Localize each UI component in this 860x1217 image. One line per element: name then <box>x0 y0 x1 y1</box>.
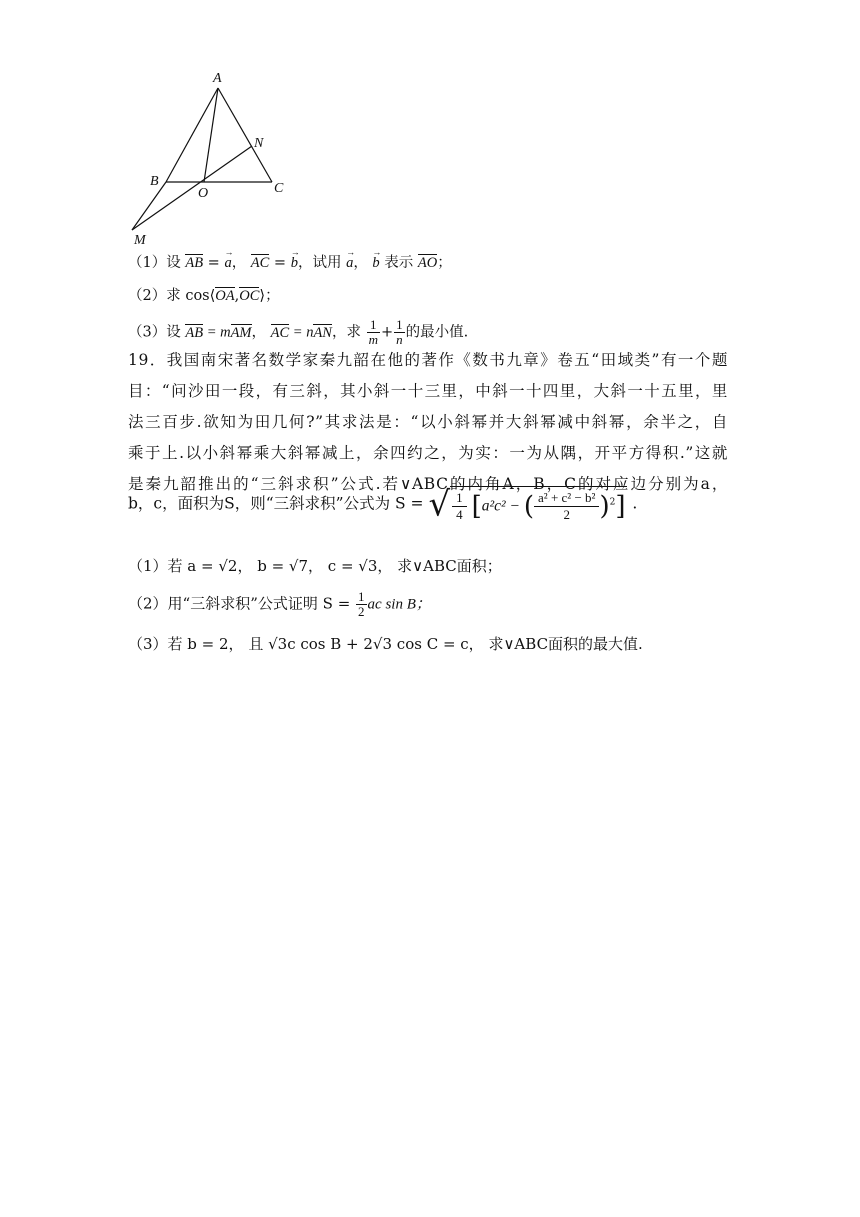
label-A: A <box>213 71 222 86</box>
vec-a: → a <box>224 253 231 273</box>
q19-row3: 法三百步.欲知为田几何?”其求法是：“以小斜幂并大斜幂减中斜幂，余半之，自 <box>128 413 728 431</box>
triangle-figure <box>128 68 288 248</box>
q19-part3: （3）若 b = 2， 且 √3c cos B + 2√3 cos C = c， 求∨ABC面积的最大值. <box>128 635 643 653</box>
fraction-1-over-m: $\frac{1}{m}$ <box>368 317 378 347</box>
fraction-1-over-n: $\frac{1}{n}$ <box>396 317 403 347</box>
q19-stem <box>128 345 728 500</box>
vec-AB: AB <box>185 255 204 271</box>
q19-row2: 目：“问沙田一段，有三斜，其小斜一十三里，中斜一十四里，大斜一十五里，里 <box>128 382 728 400</box>
q19-row4: 乘于上.以小斜幂乘大斜幂减上，余四约之，为实：一为从隅，开平方得积.”这就 <box>128 444 728 462</box>
q18-part1: （1）设 AB = → a， AC = → b，试用 → a， → b 表示 AO； <box>128 253 452 273</box>
segment-AB <box>166 88 218 182</box>
segment-BM <box>132 182 166 230</box>
vec-AC: AC <box>250 255 270 271</box>
q19-part1: （1）若 a = √2， b = √7， c = √3， 求∨ABC面积； <box>128 557 502 575</box>
vec-AM: AM <box>230 324 252 341</box>
label-C: C <box>274 181 284 196</box>
q19-row1: 19．我国南宋著名数学家秦九韶在他的著作《数书九章》卷五“田域类”有一个题 <box>128 351 728 369</box>
segment-AC <box>218 88 272 182</box>
vec-OA: OA <box>215 288 235 304</box>
label-M: M <box>134 233 146 248</box>
sqrt-body: $\frac{1}{4}$ [a²c² − ( $\frac{\text{a² + c² − b²}}{2}$ )$^2$] <box>450 486 627 523</box>
label-N: N <box>254 136 264 151</box>
q19-part2: （2）用“三斜求积”公式证明 S = $\frac{1}{2}$ ac sin B； <box>128 589 431 619</box>
fraction-1-over-2: $\frac{1}{2}$ <box>358 589 365 619</box>
label-O: O <box>198 186 209 201</box>
q19-row5: 是秦九韶推出的“三斜求积”公式.若∨ABC的内角A，B，C的对应边分别为a， <box>128 475 728 493</box>
q18-part2: （2）求 cos⟨OA,OC⟩； <box>128 288 280 304</box>
label-B: B <box>150 174 159 189</box>
vec-b: → b <box>291 253 298 273</box>
q19-formula-line: b，c，面积为S，则“三斜求积”公式为 S = √ $\frac{1}{4}$ [a²c² − ( $\frac{\text{a² + c² − b²}}{2}$ )$^2$] . <box>128 484 638 525</box>
segment-AO <box>204 88 218 182</box>
vec-AN: AN <box>313 324 332 341</box>
q18-part3: （3）设 AB = mAM， AC = nAN，求 $\frac{1}{m}$ + $\frac{1}{n}$ 的最小值. <box>128 317 469 347</box>
vec-OC: OC <box>239 288 260 304</box>
vec-AO: AO <box>417 255 438 271</box>
